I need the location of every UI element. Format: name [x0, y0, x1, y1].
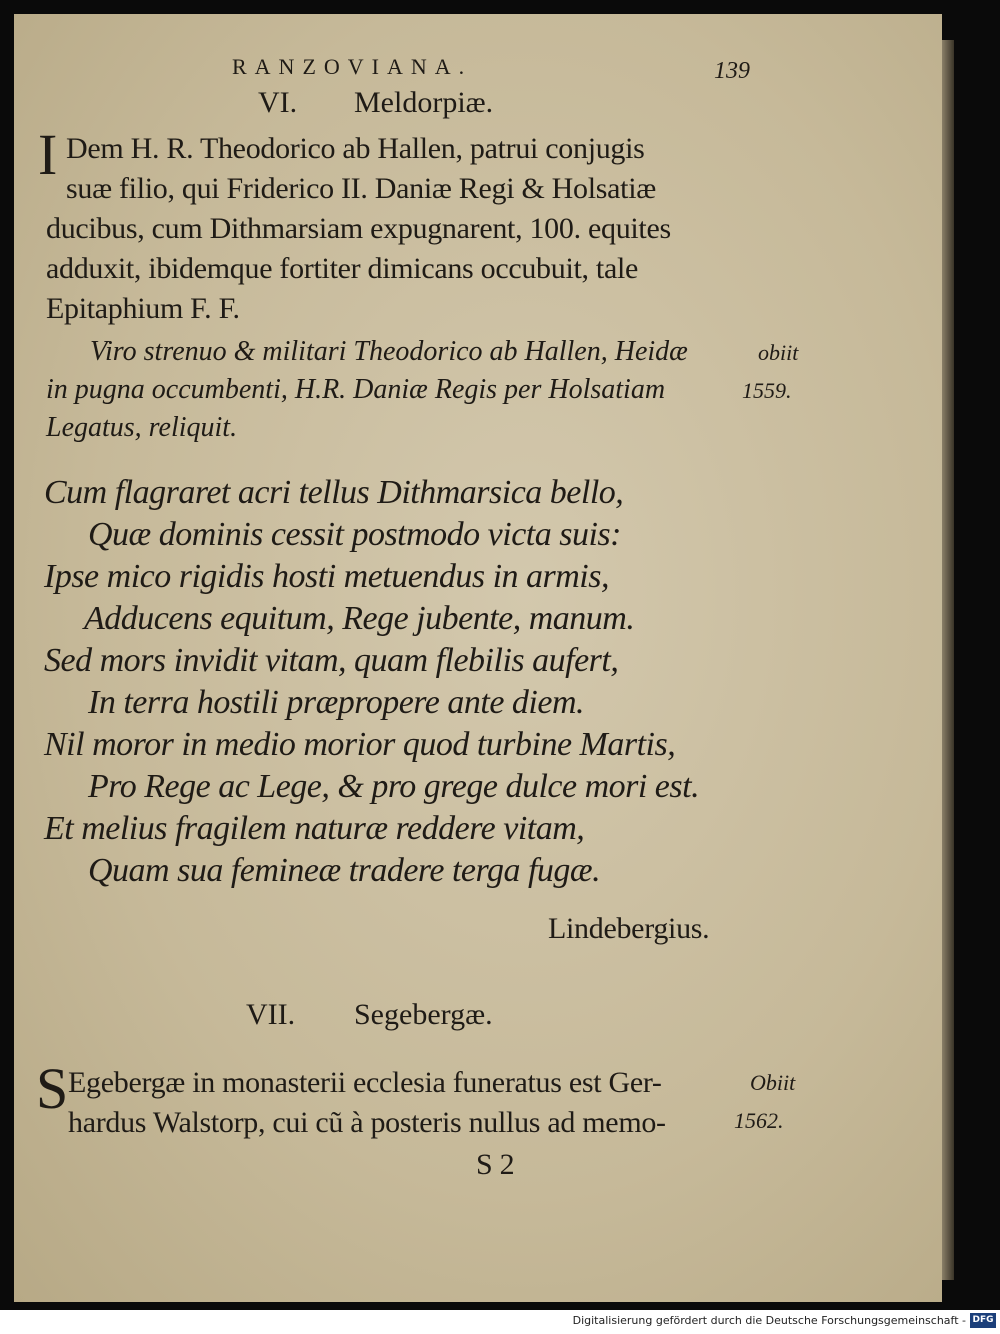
prose-line-3: ducibus, cum Dithmarsiam expugnarent, 100. equites	[46, 212, 671, 245]
verse-line-8: Pro Rege ac Lege, & pro grege dulce mori est.	[88, 768, 700, 805]
verse-line-7: Nil moror in medio morior quod turbine Martis,	[44, 726, 676, 763]
page-edge	[942, 40, 954, 1280]
verse-author: Lindebergius.	[548, 912, 710, 945]
verse-line-9: Et melius fragilem naturæ reddere vitam,	[44, 810, 585, 847]
verse-line-4: Adducens equitum, Rege jubente, manum.	[84, 600, 635, 637]
page-number: 139	[714, 58, 750, 84]
prose-vii-line-2: hardus Walstorp, cui cũ à posteris nullus ad memo-	[68, 1106, 666, 1139]
verse-line-5: Sed mors invidit vitam, quam flebilis aufert,	[44, 642, 619, 679]
prose-line-4: adduxit, ibidemque fortiter dimicans occubuit, tale	[46, 252, 639, 285]
prose-line-1: Dem H. R. Theodorico ab Hallen, patrui conjugis	[66, 132, 645, 165]
funding-credit: Digitalisierung gefördert durch die Deutsche Forschungsgemeinschaft -	[572, 1314, 966, 1327]
dropcap-i: I	[38, 122, 58, 187]
inscription-line-3: Legatus, reliquit.	[46, 412, 238, 443]
verse-line-10: Quam sua femineæ tradere terga fugæ.	[88, 852, 601, 889]
margin-year-vii: 1562.	[734, 1108, 784, 1133]
section-vii-place: Segebergæ.	[354, 998, 493, 1031]
book-page	[14, 14, 942, 1302]
verse-line-3: Ipse mico rigidis hosti metuendus in armis,	[44, 558, 609, 595]
margin-year-vi: 1559.	[742, 378, 792, 403]
prose-line-5: Epitaphium F. F.	[46, 292, 240, 325]
section-vii-numeral: VII.	[246, 998, 296, 1031]
section-vi-numeral: VI.	[258, 86, 298, 119]
dropcap-s: S	[36, 1056, 69, 1121]
verse-line-2: Quæ dominis cessit postmodo victa suis:	[88, 516, 621, 553]
margin-obiit-vi: obiit	[758, 340, 799, 365]
verse-line-1: Cum flagraret acri tellus Dithmarsica bello,	[44, 474, 624, 511]
margin-obiit-vii: Obiit	[750, 1070, 796, 1095]
prose-vii-line-1: Egebergæ in monasterii ecclesia funeratus est Ger-	[68, 1066, 662, 1099]
inscription-line-2: in pugna occumbenti, H.R. Daniæ Regis per Holsatiam	[46, 374, 666, 405]
signature-mark: S 2	[476, 1148, 515, 1181]
prose-line-2: suæ filio, qui Friderico II. Daniæ Regi & Holsatiæ	[66, 172, 656, 205]
verse-line-6: In terra hostili præpropere ante diem.	[88, 684, 584, 721]
dfg-logo: DFG	[970, 1313, 996, 1328]
inscription-line-1: Viro strenuo & militari Theodorico ab Hallen, Heidæ	[90, 336, 688, 367]
running-head: RANZOVIANA.	[232, 54, 473, 79]
section-vi-place: Meldorpiæ.	[354, 86, 494, 119]
